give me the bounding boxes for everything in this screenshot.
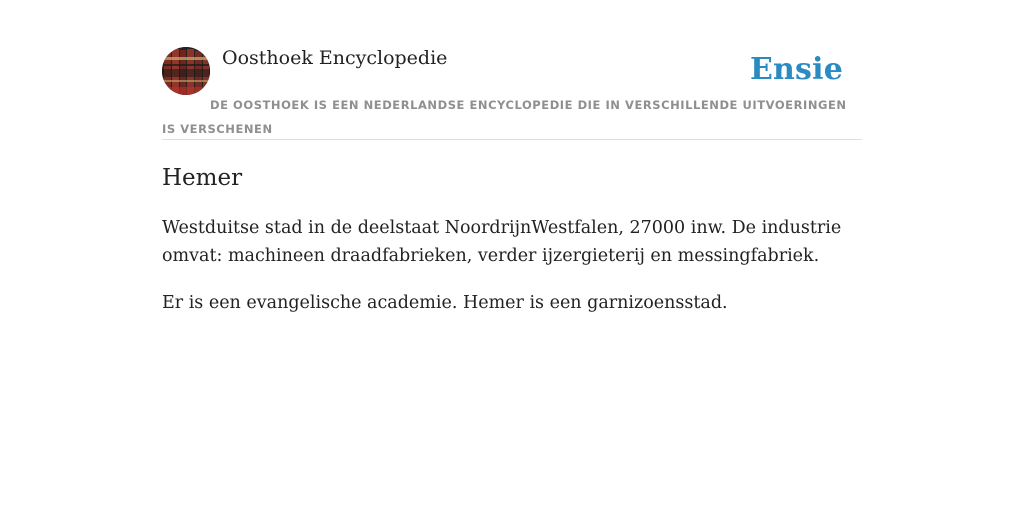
avatar-image bbox=[162, 47, 210, 95]
site-header bbox=[162, 46, 862, 140]
article-title: Hemer bbox=[162, 165, 243, 191]
book-spines-icon[interactable] bbox=[162, 47, 210, 95]
site-title-link[interactable]: Oosthoek Encyclopedie bbox=[222, 47, 448, 69]
article-paragraph: Er is een evangelische academie. Hemer is een garnizoensstad. bbox=[162, 293, 728, 313]
content-container bbox=[162, 46, 862, 317]
site-tagline: DE OOSTHOEK IS EEN NEDERLANDSE ENCYCLOPEDIE DIE IN VERSCHILLENDE UITVOERINGEN IS VERSCHENEN bbox=[162, 98, 847, 136]
ensie-logo-link[interactable]: Ensie bbox=[749, 52, 843, 87]
article-paragraph: Westduitse stad in de deelstaat NoordrijnWestfalen, 27000 inw. De industrie omvat: machineen draadfabrieken, verder ijzergieterij en messingfabriek. bbox=[162, 218, 842, 266]
